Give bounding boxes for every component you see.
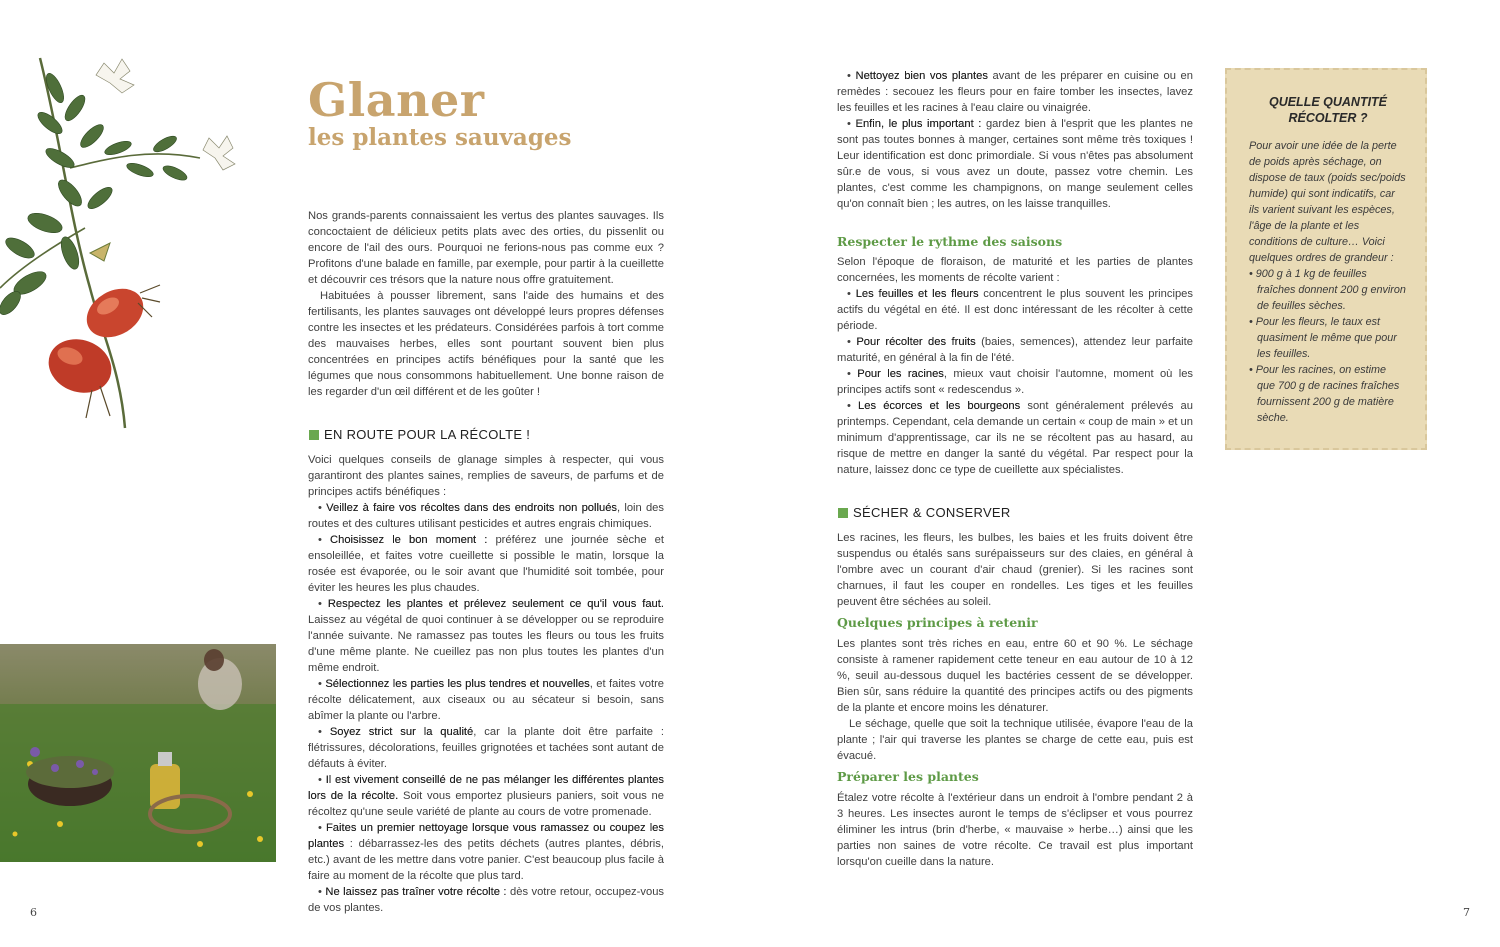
botanical-illustration	[0, 48, 245, 433]
preparer-heading: Préparer les plantes	[837, 769, 979, 784]
quantity-sidebar	[1225, 68, 1427, 450]
list-item: • Soyez strict sur la qualité, car la plante doit être parfaite : flétrissures, décolorations, feuilles grignotées et tachées sont autant de défauts à éviter.	[308, 726, 665, 770]
list-item: • Veillez à faire vos récoltes dans des endroits non pollués, loin des routes et des cultures utilisant pesticides et autres engrais chimiques.	[308, 502, 664, 530]
sidebar-title-line: RÉCOLTER ?	[1288, 111, 1368, 125]
intro-paragraph: Nos grands-parents connaissaient les vertus des plantes sauvages. Ils concoctaient de délicieux petits plats avec des orties, du pissenlit ou encore de l'ail des ours. Pourquoi ne ferions-nous pas comme eux ? Profitons d'une balade en famille, par exemple, pour partir à la cueillette et découvrir ces trésors que la nature nous offre gratuitement.	[308, 210, 664, 286]
square-bullet-icon	[838, 508, 848, 518]
page-subtitle: les plantes sauvages	[308, 124, 572, 151]
sidebar-intro: Pour avoir une idée de la perte de poids après séchage, on dispose de taux (poids sec/poids humide) qui sont indicatifs, car ils varient suivant les espèces, l'âge de la plante et les conditions de culture… Voici quelques ordres de grandeur :	[1249, 140, 1406, 264]
list-item: • Les écorces et les bourgeons sont généralement prélevés au printemps. Cependant, cela demande un certain « coup de main » et un minimum d'apprentissage, car ils ne se récoltent pas au hasard, au risque de mettre en danger la santé du végétal. Par respect pour la nature, laissez donc ce type de cueillette aux spécialistes.	[837, 400, 1193, 476]
principes-heading: Quelques principes à retenir	[837, 615, 1038, 630]
sidebar-title-line: QUELLE QUANTITÉ	[1268, 95, 1388, 109]
secher-text: Les racines, les fleurs, les bulbes, les baies et les fruits doivent être suspendus ou étalés sans surépaisseurs sur des claies, en général à l'ombre avec un courant d'air chaud (grenier). Si les racines sont charnues, il faut les couper en rondelles. Les tiges et les feuilles peuvent être séchées au soleil.	[837, 532, 1193, 608]
right-top-text	[837, 68, 1193, 212]
list-item: • Ne laissez pas traîner votre récolte : dès votre retour, occupez-vous de vos plantes.	[308, 886, 665, 914]
list-item: • Choisissez le bon moment : préférez une journée sèche et ensoleillée, et faites votre cueillette si possible le matin, lorsque la rosée est évaporée, ou le soir avant que l'humidité soit tombée, pour éviter les heures les plus chaudes.	[308, 534, 665, 594]
principes-paragraph: Le séchage, quelle que soit la technique utilisée, évapore l'eau de la plante ; l'air qui traverse les plantes se charge de cette eau, puis est évacué.	[837, 718, 1193, 762]
route-text	[308, 452, 664, 916]
sidebar-text	[1249, 138, 1407, 426]
page-title: Glaner	[308, 73, 485, 127]
principes-text	[837, 636, 1193, 764]
page-number-right: 7	[1463, 906, 1470, 919]
page-number-left: 6	[30, 906, 37, 919]
harvest-photo	[0, 644, 276, 862]
list-item: • Faites un premier nettoyage lorsque vous ramassez ou coupez les plantes : débarrassez-les des petits déchets (autres plantes, débris, etc.) avant de les mettre dans votre panier. C'est beaucoup plus facile à faire au moment de la récolte que plus tard.	[308, 822, 664, 882]
square-bullet-icon	[309, 430, 319, 440]
seasons-text	[837, 254, 1193, 478]
list-item: • Respectez les plantes et prélevez seulement ce qu'il vous faut. Laissez au végétal de quoi continuer à se développer ou se reproduire l'année suivante. Ne ramassez pas toutes les fleurs ou tous les fruits d'une même plante. Ne cueillez pas non plus toutes les plantes d'un même endroit.	[308, 598, 664, 674]
sidebar-list-item: • Pour les racines, on estime que 700 g de racines fraîches fournissent 200 g de matière sèche.	[1249, 364, 1400, 424]
intro-text	[308, 208, 664, 400]
list-item: • Nettoyez bien vos plantes avant de les préparer en cuisine ou en remèdes : secouez les fleurs pour en faire tomber les insectes, lavez les feuilles et les racines à l'eau claire ou vinaigrée.	[837, 70, 1193, 114]
list-item: • Les feuilles et les fleurs concentrent le plus souvent les principes actifs du végétal en été. Il est donc intéressant de les récolter à cette période.	[837, 288, 1193, 332]
sidebar-list-item: • Pour les fleurs, le taux est quasiment le même que pour les feuilles.	[1249, 316, 1397, 360]
list-item: • Pour les racines, mieux vaut choisir l'automne, moment où les principes actifs sont « redescendus ».	[837, 368, 1194, 396]
secher-heading	[838, 505, 1011, 520]
secher-heading-label: SÉCHER & CONSERVER	[853, 505, 1011, 520]
seasons-heading: Respecter le rythme des saisons	[837, 234, 1063, 249]
intro-paragraph: Habituées à pousser librement, sans l'aide des humains et des fertilisants, les plantes sauvages ont développé leurs propres défenses contre les insectes et les prédateurs. Considérées parfois à tort comme des mauvaises herbes, elles sont pourtant souvent bien plus concentrées en principes actifs bénéfiques pour la santé que les légumes que nous consommons habituellement. Une bonne raison de les regarder d'un œil différent et de les goûter !	[308, 290, 664, 398]
route-intro: Voici quelques conseils de glanage simples à respecter, qui vous garantiront des plantes saines, remplies de saveurs, de parfums et de principes actifs bénéfiques :	[308, 454, 664, 498]
route-heading	[309, 427, 530, 442]
list-item: • Pour récolter des fruits (baies, semences), attendez leur parfaite maturité, en général à la fin de l'été.	[837, 336, 1193, 364]
seasons-intro: Selon l'époque de floraison, de maturité et les parties de plantes concernées, les moments de récolte varient :	[837, 256, 1193, 284]
route-heading-label: EN ROUTE POUR LA RÉCOLTE !	[324, 427, 531, 442]
principes-paragraph: Les plantes sont très riches en eau, entre 60 et 90 %. Le séchage consiste à ramener rapidement cette teneur en eau autour de 10 à 12 %, seuil au-dessous duquel les bactéries cessent de se développer. Bien sûr, sans réduire la quantité des principes actifs ou des pigments de la plante et encore moins les dénaturer.	[837, 638, 1193, 714]
list-item: • Enfin, le plus important : gardez bien à l'esprit que les plantes ne sont pas toutes bonnes à manger, certaines sont même très toxiques ! Leur identification est donc primordiale. Si vous n'êtes pas absolument sûr.e de vous, si vous avez un doute, passez votre chemin. Les plantes, c'est comme les champignons, on mange seulement celles qu'on connaît bien ; les autres, on les laisse tranquilles.	[837, 118, 1193, 210]
sidebar-list-item: • 900 g à 1 kg de feuilles fraîches donnent 200 g environ de feuilles sèches.	[1249, 268, 1406, 312]
sidebar-title	[1249, 94, 1407, 126]
list-item: • Il est vivement conseillé de ne pas mélanger les différentes plantes lors de la récolte. Soit vous emportez plusieurs paniers, soit vous ne récoltez qu'une seule variété de plante au cours de votre promenade.	[308, 774, 664, 818]
preparer-text: Étalez votre récolte à l'extérieur dans un endroit à l'ombre pendant 2 à 3 heures. Les insectes auront le temps de s'éclipser et vous pourrez éliminer les intrus (brin d'herbe, « mauvaise » herbe…) ainsi que les parties non saines de votre récolte. Ce travail est plus important lorsqu'on cueille dans la nature.	[837, 792, 1193, 868]
list-item: • Sélectionnez les parties les plus tendres et nouvelles, et faites votre récolte délicatement, aux ciseaux ou au sécateur si besoin, sans abîmer la plante ou l'arbre.	[308, 678, 665, 722]
